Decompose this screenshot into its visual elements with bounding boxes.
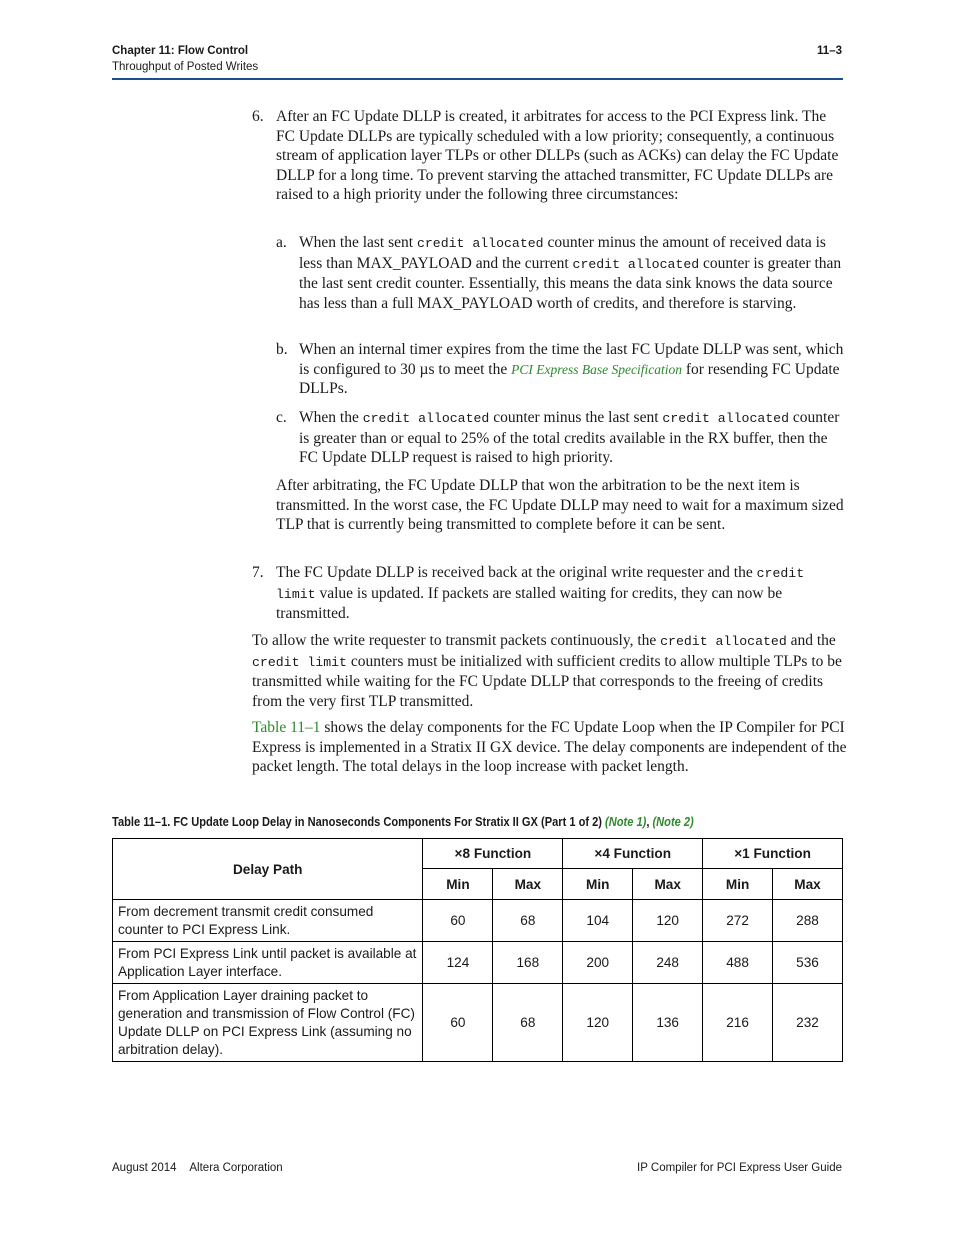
value-cell: 488 — [703, 942, 773, 984]
column-header-x1: ×1 Function — [703, 839, 843, 869]
column-header-min: Min — [563, 869, 633, 900]
table-header-row — [113, 839, 843, 869]
code-credit-allocated: credit allocated — [362, 411, 490, 426]
value-cell: 60 — [423, 984, 493, 1062]
table-row — [113, 942, 843, 984]
header-divider — [112, 78, 843, 80]
text-run: counter minus the last sent — [489, 409, 663, 426]
code-credit-allocated: credit allocated — [662, 411, 790, 426]
sub-item-b — [276, 340, 846, 399]
chapter-title: Chapter 11: Flow Control — [112, 45, 249, 57]
sub-item-letter: a. — [276, 234, 287, 251]
column-header-x4: ×4 Function — [563, 839, 703, 869]
step-number: 6. — [252, 108, 264, 125]
delay-path-cell: From decrement transmit credit consumed counter to PCI Express Link. — [113, 900, 423, 942]
value-cell: 136 — [633, 984, 703, 1062]
paragraph-initialize-counters — [252, 631, 847, 711]
sub-item-b-text — [299, 340, 846, 399]
column-header-max: Max — [493, 869, 563, 900]
sub-item-a-text — [299, 233, 846, 313]
step-6-text: After an FC Update DLLP is created, it arbitrates for access to the PCI Express link. The FC Update DLLPs are typically scheduled with a low priority; consequently, a continuous stream of application layer TLPs or other DLLPs (such as ACKs) can delay the FC Update DLLP for a long time. To prevent starving the attached transmitter, FC Update DLLPs are raised to a high priority under the following three circumstances: — [276, 108, 839, 204]
value-cell: 216 — [703, 984, 773, 1062]
value-cell: 120 — [563, 984, 633, 1062]
table-row — [113, 984, 843, 1062]
text-run: When the last sent — [299, 234, 417, 251]
code-credit-limit: credit limit — [276, 566, 805, 602]
sub-item-c-text — [299, 408, 846, 468]
value-cell: 272 — [703, 900, 773, 942]
footer-company: Altera Corporation — [189, 1162, 283, 1174]
section-title: Throughput of Posted Writes — [112, 61, 259, 73]
page-header — [112, 43, 842, 75]
step-number: 7. — [252, 564, 264, 581]
value-cell: 248 — [633, 942, 703, 984]
text-run: shows the delay components for the FC Update Loop when the IP Compiler for PCI Express is implemented in a Stratix II GX device. The delay components are independent of the packet length. The total delays in the loop increase with packet length. — [252, 719, 847, 776]
text-run: When an internal timer expires from the time the last FC Update DLLP was sent, which is configured to 30 µs to meet the — [299, 341, 844, 378]
code-credit-allocated: credit allocated — [572, 256, 700, 272]
text-run: counters must be initialized with sufficient credits to allow multiple TLPs to be transmitted while waiting for the FC Update DLLP that corresponds to the freeing of credits from the very first TLP transmitted. — [252, 652, 842, 710]
page-footer-left — [112, 1162, 283, 1174]
value-cell: 124 — [423, 942, 493, 984]
column-header-max: Max — [633, 869, 703, 900]
text-run: To allow the write requester to transmit packets continuously, the — [252, 632, 661, 649]
list-item-step-6 — [252, 107, 847, 205]
list-item-step-7 — [252, 563, 847, 624]
paragraph-table-intro — [252, 718, 847, 777]
after-arbitrating-paragraph: After arbitrating, the FC Update DLLP that won the arbitration to be the next item is transmitted. In the worst case, the FC Update DLLP may need to wait for a maximum sized TLP that is currently being transmitted to complete before it can be sent. — [276, 477, 844, 534]
sub-item-a — [276, 233, 846, 313]
text-run: for resending FC Update DLLPs. — [299, 360, 840, 398]
footer-document-title: IP Compiler for PCI Express User Guide — [637, 1162, 842, 1174]
note-2-link[interactable]: (Note 2) — [652, 815, 694, 829]
text-run: counter is greater than or equal to 25% of the total credits available in the RX buffer, then the FC Update DLLP request is raised to high priority. — [299, 409, 840, 467]
value-cell: 288 — [773, 900, 843, 942]
column-header-min: Min — [423, 869, 493, 900]
column-header-max: Max — [773, 869, 843, 900]
value-cell: 68 — [493, 900, 563, 942]
text-run: When the — [299, 409, 363, 426]
text-run: counter minus the amount of received data is less than MAX_PAYLOAD and the current — [299, 234, 826, 272]
value-cell: 68 — [493, 984, 563, 1062]
note-1-link[interactable]: (Note 1) — [605, 815, 647, 829]
value-cell: 60 — [423, 900, 493, 942]
footer-date: August 2014 — [112, 1162, 177, 1174]
sub-item-c — [276, 408, 846, 468]
column-header-min: Min — [703, 869, 773, 900]
sub-item-letter: c. — [276, 409, 287, 426]
value-cell: 536 — [773, 942, 843, 984]
value-cell: 120 — [633, 900, 703, 942]
text-run: and the — [786, 632, 836, 649]
table-row — [113, 900, 843, 942]
sub-item-letter: b. — [276, 341, 288, 358]
page-number: 11–3 — [817, 45, 842, 57]
column-header-delay-path: Delay Path — [113, 839, 423, 900]
step-7-text — [276, 563, 847, 624]
code-credit-allocated: credit allocated — [660, 634, 787, 649]
delay-path-cell: From PCI Express Link until packet is available at Application Layer interface. — [113, 942, 423, 984]
text-run: The FC Update DLLP is received back at the original write requester and the — [276, 564, 757, 581]
code-credit-allocated: credit allocated — [416, 236, 544, 251]
value-cell: 104 — [563, 900, 633, 942]
spec-link[interactable]: PCI Express Base Specification — [511, 361, 682, 377]
delay-path-cell: From Application Layer draining packet to generation and transmission of Flow Control (FC) Update DLLP on PCI Express Link (assuming no arbitration delay). — [113, 984, 423, 1062]
code-credit-limit: credit limit — [252, 654, 347, 670]
delay-table — [112, 838, 843, 1062]
value-cell: 168 — [493, 942, 563, 984]
caption-separator: , — [646, 815, 653, 829]
caption-text: Table 11–1. FC Update Loop Delay in Nanoseconds Components For Stratix II GX (Part 1 of 2) — [112, 815, 606, 829]
table-link[interactable]: Table 11–1 — [252, 719, 321, 736]
table-caption — [112, 815, 763, 829]
value-cell: 200 — [563, 942, 633, 984]
column-header-x8: ×8 Function — [423, 839, 563, 869]
text-run: value is updated. If packets are stalled waiting for credits, they can now be transmitted. — [276, 584, 783, 623]
text-run: counter is greater than the last sent credit counter. Essentially, this means the data sink knows the data source has less than a full MAX_PAYLOAD worth of credits, and therefore is starving. — [299, 254, 842, 312]
value-cell: 232 — [773, 984, 843, 1062]
